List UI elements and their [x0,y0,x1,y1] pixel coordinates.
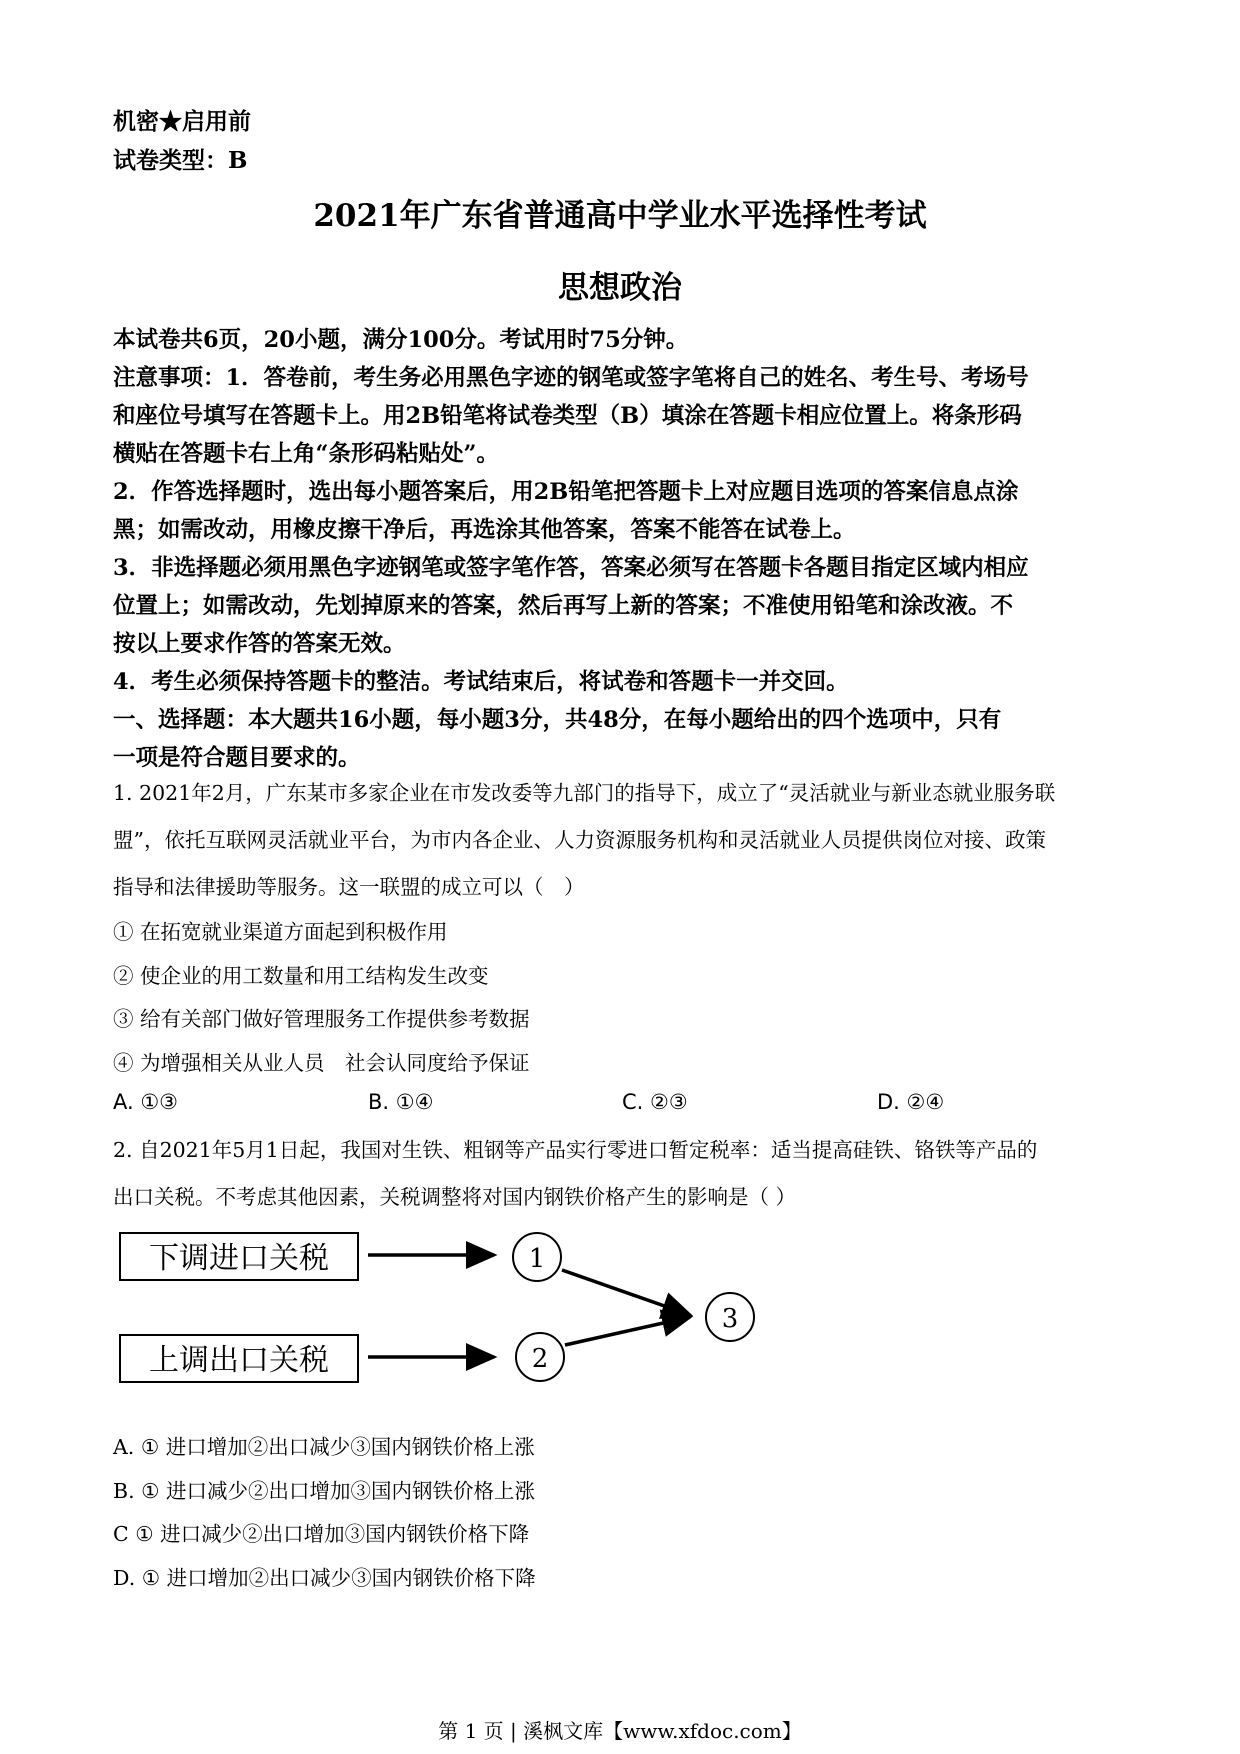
q1-option-b [368,1090,433,1114]
question-2-stem: 2. 自2021年5月1日起，我国对生铁、粗钢等产品实行零进口暂定税率：适当提高硅铁、铬铁等产品的 [113,1138,1038,1162]
option-text: ① 进口增加②出口减少③国内钢铁价格上涨 [140,1435,535,1459]
arrow-4 [565,1317,690,1345]
q1-statement: ③ 给有关部门做好管理服务工作提供参考数据 [113,1007,530,1031]
q1-option-c [622,1090,688,1114]
option-text: ①④ [395,1090,434,1114]
option-letter: A. [113,1435,135,1459]
diagram-box-1-label: 下调进口关税 [149,1241,329,1276]
option-text: ① 进口减少②出口增加③国内钢铁价格上涨 [141,1479,536,1503]
diagram-node-3-label: 3 [721,1304,739,1334]
exam-title: 2021年广东省普通高中学业水平选择性考试 [313,198,927,234]
diagram-box-2-label: 上调出口关税 [149,1343,329,1378]
q2-option-d [113,1561,536,1591]
option-letter: D. [113,1566,136,1590]
question-2-stem: 出口关税。不考虑其他因素，关税调整将对国内钢铁价格产生的影响是（ ） [113,1185,797,1209]
option-letter: B. [368,1090,390,1114]
option-text: ②④ [906,1090,945,1114]
option-text: ②③ [650,1090,688,1114]
option-letter: C [113,1522,129,1546]
instruction-line: 位置上；如需改动，先划掉原来的答案，然后再写上新的答案；不准使用铅笔和涂改液。不 [113,593,1014,619]
instruction-line: 注意事项：1．答卷前，考生务必用黑色字迹的钢笔或签字笔将自己的姓名、考生号、考场号 [113,365,1029,391]
instruction-line: 4．考生必须保持答题卡的整洁。考试结束后，将试卷和答题卡一并交回。 [113,669,849,695]
instruction-line: 黑；如需改动，用橡皮擦干净后，再选涂其他答案，答案不能答在试卷上。 [113,517,856,543]
page-footer: 第 1 页 | 溪枫文库【www.xfdoc.com】 [438,1719,802,1743]
option-text: ① 进口减少②出口增加③国内钢铁价格下降 [135,1522,530,1546]
option-text: ① 进口增加②出口减少③国内钢铁价格下降 [141,1566,536,1590]
instruction-line: 3．非选择题必须用黑色字迹钢笔或签字笔作答，答案必须写在答题卡各题目指定区域内相应 [113,555,1029,581]
q1-option-a [113,1090,178,1114]
option-text: ①③ [140,1090,179,1114]
paper-type-label: 试卷类型：B [113,147,248,174]
section-heading: 一项是符合题目要求的。 [113,745,361,771]
instruction-line: 按以上要求作答的答案无效。 [113,631,406,657]
option-letter: B. [113,1479,135,1503]
instruction-line: 2．作答选择题时，选出每小题答案后，用2B铅笔把答题卡上对应题目选项的答案信息点涂 [113,479,1019,505]
option-letter: D. [877,1090,900,1114]
question-1-stem: 1. 2021年2月，广东某市多家企业在市发改委等九部门的指导下，成立了“灵活就业与新业态就业服务联 [113,781,1056,805]
question-1-stem: 指导和法律援助等服务。这一联盟的成立可以（ ） [113,875,585,899]
q1-option-d [877,1090,944,1114]
diagram-node-1-label: 1 [528,1244,546,1274]
q1-statement: ① 在拓宽就业渠道方面起到积极作用 [113,920,448,944]
q1-statement: ② 使企业的用工数量和用工结构发生改变 [113,964,489,988]
section-heading: 一、选择题：本大题共16小题，每小题3分，共48分，在每小题给出的四个选项中，只有 [113,707,1002,733]
confidential-label: 机密★启用前 [113,108,251,135]
diagram-node-2-label: 2 [531,1344,549,1374]
option-letter: C. [622,1090,644,1114]
q2-option-c [113,1517,529,1547]
q1-statement: ④ 为增强相关从业人员 社会认同度给予保证 [113,1051,530,1075]
exam-summary: 本试卷共6页，20小题，满分100分。考试用时75分钟。 [113,327,689,353]
instruction-line: 和座位号填写在答题卡上。用2B铅笔将试卷类型（B）填涂在答题卡相应位置上。将条形码 [113,403,1022,429]
instruction-line: 横贴在答题卡右上角“条形码粘贴处”。 [113,441,499,467]
q2-option-b [113,1474,535,1504]
q2-option-a [113,1430,535,1460]
arrow-3 [562,1270,690,1315]
option-letter: A. [113,1090,134,1114]
question-1-stem: 盟”，依托互联网灵活就业平台，为市内各企业、人力资源服务机构和灵活就业人员提供岗位对接、政策 [113,828,1046,852]
subject-title: 思想政治 [558,270,682,306]
tariff-diagram [110,1225,790,1400]
